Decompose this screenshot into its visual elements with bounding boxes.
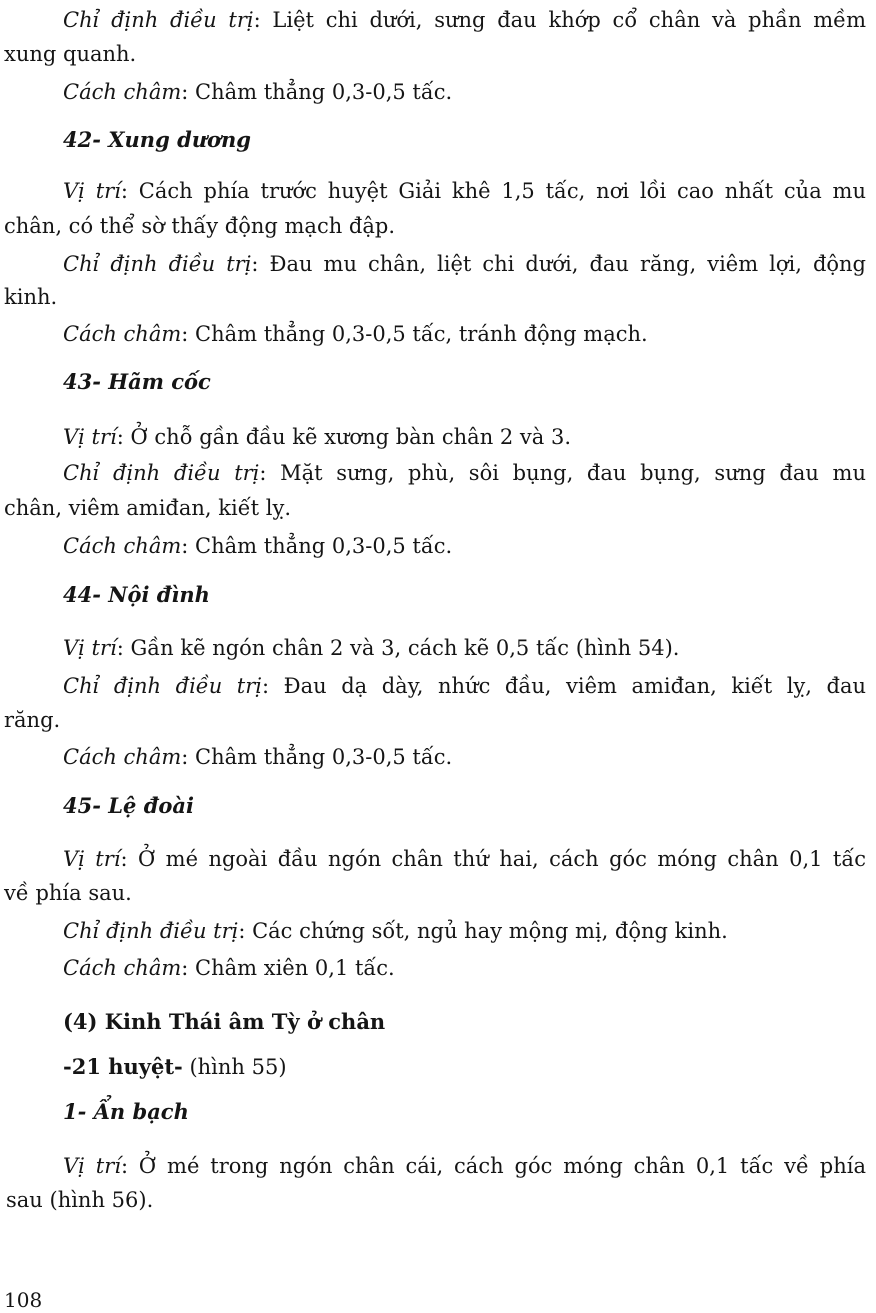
text-line	[4, 883, 132, 904]
acupoint-heading: 44- Nội đình	[63, 582, 210, 607]
text-line	[4, 216, 395, 237]
field-text: kinh.	[4, 285, 58, 309]
field-text: : Liệt chi dưới, sưng đau khớp cổ chân và phần mềm	[253, 8, 866, 32]
field-label: Vị trí	[63, 847, 121, 871]
field-text: : Châm thẳng 0,3-0,5 tấc.	[181, 745, 453, 769]
field-text: : Châm thẳng 0,3-0,5 tấc.	[181, 534, 453, 558]
acupoint-heading: 42- Xung dương	[63, 127, 251, 152]
text-line	[63, 676, 866, 697]
text-line	[63, 747, 452, 768]
field-text: : Mặt sưng, phù, sôi bụng, đau bụng, sưng đau mu	[259, 461, 866, 485]
field-label: Vị trí	[63, 179, 121, 203]
field-text: xung quanh.	[4, 42, 137, 66]
text-line	[4, 44, 136, 65]
acupoint-heading: 45- Lệ đoài	[63, 793, 194, 818]
section-subtitle	[63, 1056, 287, 1078]
field-text: chân, có thể sờ thấy động mạch đập.	[4, 214, 395, 238]
field-text: : Châm thẳng 0,3-0,5 tấc.	[181, 80, 453, 104]
point-count: -21 huyệt-	[63, 1054, 183, 1079]
field-text: : Châm thẳng 0,3-0,5 tấc, tránh động mạch.	[181, 322, 648, 346]
section-title: (4) Kinh Thái âm Tỳ ở chân	[63, 1009, 386, 1034]
field-label: Vị trí	[63, 425, 117, 449]
field-label: Chỉ định điều trị	[63, 674, 263, 698]
field-label: Cách châm	[63, 534, 182, 558]
field-text: về phía sau.	[4, 881, 132, 905]
field-label: Vị trí	[63, 1154, 121, 1178]
page-number: 108	[4, 1288, 43, 1312]
acupoint-heading: 1- Ẩn bạch	[63, 1099, 189, 1124]
text-line	[63, 324, 648, 345]
text-line	[4, 710, 60, 731]
field-text: chân, viêm amiđan, kiết lỵ.	[4, 496, 291, 520]
acupoint-heading: 43- Hãm cốc	[63, 369, 211, 394]
text-line	[63, 849, 866, 870]
field-label: Cách châm	[63, 80, 182, 104]
field-label: Chỉ định điều trị	[63, 252, 252, 276]
field-text: : Ở chỗ gần đầu kẽ xương bàn chân 2 và 3.	[116, 425, 572, 449]
field-label: Chỉ định điều trị	[63, 919, 239, 943]
text-line	[63, 181, 866, 202]
text-line	[4, 498, 291, 519]
text-line	[63, 958, 395, 979]
field-label: Cách châm	[63, 745, 182, 769]
field-text: : Cách phía trước huyệt Giải khê 1,5 tấc, nơi lồi cao nhất của mu	[120, 179, 866, 203]
field-text: : Đau dạ dày, nhức đầu, viêm amiđan, kiết lỵ, đau	[262, 674, 867, 698]
text-line	[63, 463, 866, 484]
text-line	[63, 10, 866, 31]
field-text: : Châm xiên 0,1 tấc.	[181, 956, 395, 980]
field-label: Chỉ định điều trị	[63, 8, 254, 32]
text-line	[4, 287, 57, 308]
field-text: : Ở mé ngoài đầu ngón chân thứ hai, cách góc móng chân 0,1 tấc	[120, 847, 866, 871]
text-line	[6, 1190, 153, 1211]
field-text: sau (hình 56).	[6, 1188, 154, 1212]
field-label: Cách châm	[63, 322, 182, 346]
field-text: : Ở mé trong ngón chân cái, cách góc móng chân 0,1 tấc về phía	[120, 1154, 866, 1178]
figure-ref: (hình 55)	[182, 1055, 287, 1079]
text-line	[63, 921, 728, 942]
field-text: : Đau mu chân, liệt chi dưới, đau răng, viêm lợi, động	[251, 252, 866, 276]
field-label: Cách châm	[63, 956, 182, 980]
field-label: Chỉ định điều trị	[63, 461, 260, 485]
text-line	[63, 536, 452, 557]
field-label: Vị trí	[63, 636, 117, 660]
field-text: : Gần kẽ ngón chân 2 và 3, cách kẽ 0,5 tấc (hình 54).	[116, 636, 680, 660]
text-line	[63, 638, 679, 659]
text-line	[63, 82, 452, 103]
field-text: : Các chứng sốt, ngủ hay mộng mị, động kinh.	[238, 919, 728, 943]
text-line	[63, 254, 866, 275]
text-line	[63, 427, 571, 448]
text-line	[63, 1156, 866, 1177]
field-text: răng.	[4, 708, 61, 732]
